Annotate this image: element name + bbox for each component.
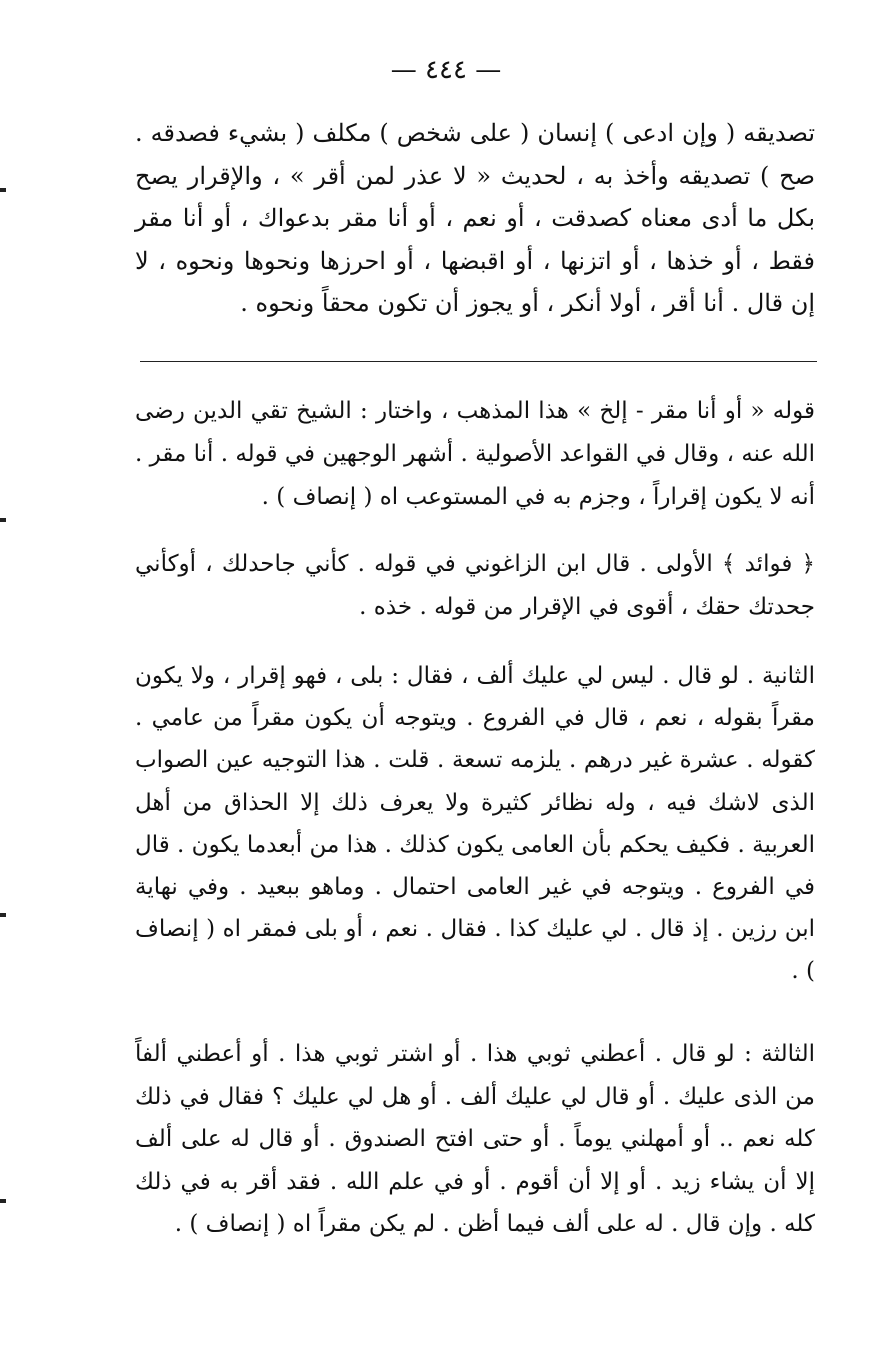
footnote-paragraph-2: ﴿ فوائد ﴾ الأولى . قال ابن الزاغوني في قوله . كأني جاحدلك ، أوكأني جحدتك حقك ، أقوى في الإقرار من قوله . خذه . xyxy=(135,551,816,620)
footnote-paragraph-1: قوله « أو أنا مقر - إلخ » هذا المذهب ، واختار : الشيخ تقي الدين رضى الله عنه ، وقال في القواعد الأصولية . أشهر الوجهين في قوله . أنا مقر . أنه لا يكون إقراراً ، وجزم به في المستوعب اه ( إنصاف ) . xyxy=(135,398,815,510)
main-paragraph: تصديقه ( وإن ادعى ) إنسان ( على شخص ) مكلف ( بشيء فصدقه . صح ) تصديقه وأخذ به ، لحديث « لا عذر لمن أقر » ، والإقرار يصح بكل ما أدى معناه كصدقت ، أو نعم ، أو أنا مقر بدعواك ، أو أنا مقر فقط ، أو خذها ، أو اتزنها ، أو اقبضها ، أو احرزها ونحوها ونحوه ، لا إن قال . أنا أقر ، أولا أنكر ، أو يجوز أن تكون محقاً ونحوه . xyxy=(135,119,815,318)
page-number: — ٤٤٤ — xyxy=(390,55,502,85)
footnote-paragraph-3: الثانية . لو قال . ليس لي عليك ألف ، فقال : بلى ، فهو إقرار ، ولا يكون مقراً بقوله ، نعم ، قال في الفروع . ويتوجه أن يكون مقراً من عامي . كقوله . عشرة غير درهم . يلزمه تسعة . قلت . هذا التوجيه عين الصواب الذى لاشك فيه ، وله نظائر كثيرة ولا يعرف ذلك إلا الحذاق من أهل العربية . فكيف يحكم بأن العامى يكون كذلك . هذا من أبعدما يكون . قال في الفروع . ويتوجه في غير العامى احتمال . وماهو ببعيد . وفي نهاية ابن رزين . إذ قال . لي عليك كذا . فقال . نعم ، أو بلى فمقر اه ( إنصاف ) . xyxy=(135,663,815,985)
footnote-block-2 xyxy=(135,543,815,629)
footnote-divider xyxy=(140,361,817,362)
margin-mark xyxy=(0,913,6,917)
footnote-block-1 xyxy=(135,390,815,519)
footnote-paragraph-4: الثالثة : لو قال . أعطني ثوبي هذا . أو اشتر ثوبي هذا . أو أعطني ألفاً من الذى عليك . أو قال لي عليك ألف . أو هل لي عليك ؟ فقال في ذلك كله نعم .. أو أمهلني يوماً . أو حتى افتح الصندوق . أو قال له على ألف إلا أن يشاء زيد . أو إلا أن أقوم . أو في علم الله . فقد أقر به في ذلك كله . وإن قال . له على ألف فيما أظن . لم يكن مقراً اه ( إنصاف ) . xyxy=(135,1041,815,1238)
footnote-block-4 xyxy=(135,1033,815,1246)
main-text-block xyxy=(135,112,815,325)
footnote-block-3 xyxy=(135,655,815,993)
margin-mark xyxy=(0,518,6,522)
margin-mark xyxy=(0,188,6,192)
margin-mark xyxy=(0,1199,6,1203)
